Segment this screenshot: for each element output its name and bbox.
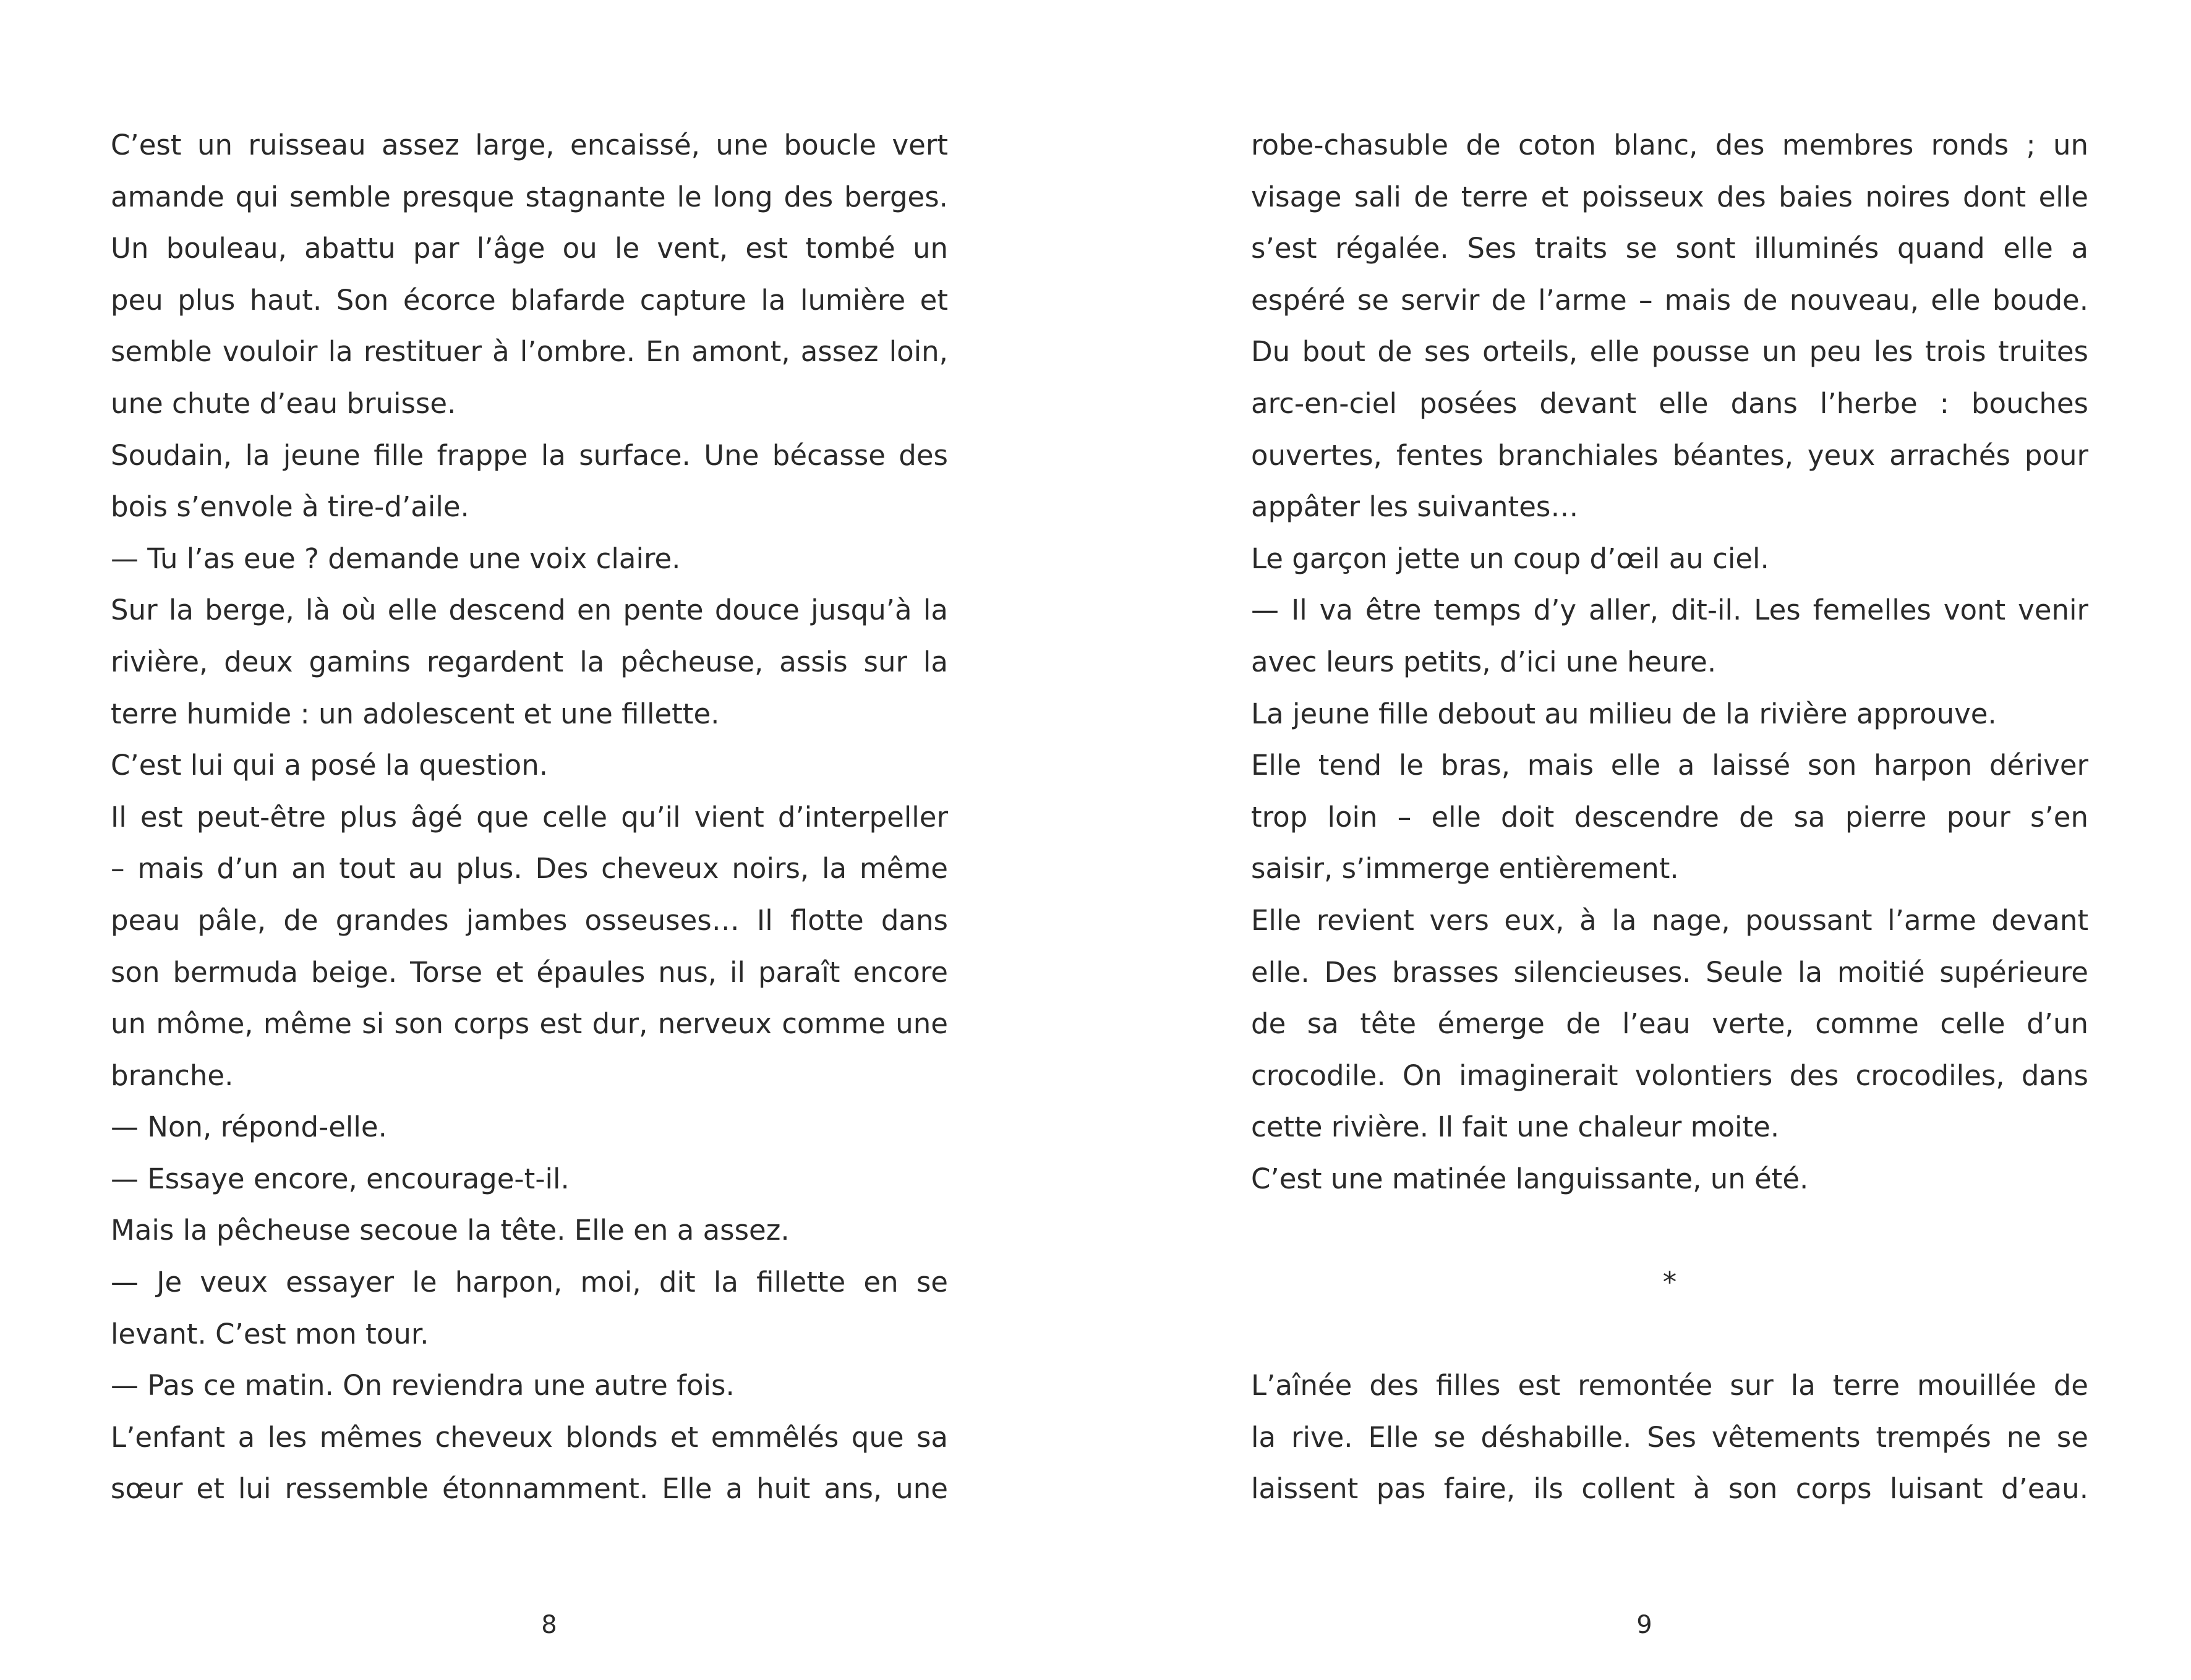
text-line: L’enfant a les mêmes cheveux blonds et emmêlés que sa (111, 1420, 948, 1454)
text-line: branche. (111, 1059, 234, 1092)
text-line: Un bouleau, abattu par l’âge ou le vent, est tombé un (111, 232, 948, 265)
left-page (0, 0, 1095, 1680)
text-line: — Il va être temps d’y aller, dit-il. Les femelles vont venir (1251, 594, 2088, 627)
text-line: Du bout de ses orteils, elle pousse un peu les trois truites (1251, 335, 2088, 369)
text-line: ouvertes, fentes branchiales béantes, yeux arrachés pour (1251, 438, 2088, 472)
text-line: — Je veux essayer le harpon, moi, dit la fillette en se (111, 1266, 948, 1299)
text-line: son bermuda beige. Torse et épaules nus, il paraît encore (111, 955, 948, 989)
text-line: semble vouloir la restituer à l’ombre. En amont, assez loin, (111, 335, 948, 369)
text-line: — Essaye encore, encourage-t-il. (111, 1162, 570, 1195)
text-line: La jeune fille debout au milieu de la rivière approuve. (1251, 697, 1997, 730)
text-line: appâter les suivantes… (1251, 490, 1579, 524)
text-line: avec leurs petits, d’ici une heure. (1251, 645, 1717, 678)
text-line: Mais la pêcheuse secoue la tête. Elle en a assez. (111, 1214, 790, 1247)
text-line: cette rivière. Il fait une chaleur moite. (1251, 1111, 1780, 1144)
text-line: de sa tête émerge de l’eau verte, comme celle d’un (1251, 1007, 2088, 1041)
text-line: peu plus haut. Son écorce blafarde capture la lumière et (111, 283, 948, 317)
text-line: arc-en-ciel posées devant elle dans l’herbe : bouches (1251, 386, 2088, 420)
text-line: laissent pas faire, ils collent à son corps luisant d’eau. (1251, 1472, 2088, 1506)
blank-line (1251, 1205, 2088, 1256)
text-line: elle. Des brasses silencieuses. Seule la moitié supérieure (1251, 955, 2088, 989)
text-line: — Pas ce matin. On reviendra une autre fois. (111, 1369, 735, 1402)
text-line: Il est peut-être plus âgé que celle qu’il vient d’interpeller (111, 800, 948, 834)
section-break: * (1662, 1266, 1677, 1299)
text-line: Sur la berge, là où elle descend en pente douce jusqu’à la (111, 594, 948, 627)
left-page-text (111, 119, 948, 1515)
text-line: – mais d’un an tout au plus. Des cheveux noirs, la même (111, 852, 948, 885)
text-line: — Non, répond-elle. (111, 1111, 387, 1144)
text-line: Elle revient vers eux, à la nage, poussant l’arme devant (1251, 903, 2088, 937)
text-line: peau pâle, de grandes jambes osseuses… Il flotte dans (111, 903, 948, 937)
text-line: terre humide : un adolescent et une fillette. (111, 697, 720, 730)
right-page (1096, 0, 2191, 1680)
text-line: — Tu l’as eue ? demande une voix claire. (111, 542, 681, 575)
text-line: visage sali de terre et poisseux des baies noires dont elle (1251, 180, 2088, 213)
text-line: Le garçon jette un coup d’œil au ciel. (1251, 542, 1769, 575)
text-line: sœur et lui ressemble étonnamment. Elle a huit ans, une (111, 1472, 948, 1506)
text-line: crocodile. On imaginerait volontiers des crocodiles, dans (1251, 1059, 2088, 1092)
text-line: C’est un ruisseau assez large, encaissé, une boucle vert (111, 129, 948, 161)
page-number: 8 (541, 1611, 557, 1639)
text-line: Soudain, la jeune fille frappe la surface. Une bécasse des (111, 438, 948, 472)
text-line: s’est régalée. Ses traits se sont illuminés quand elle a (1251, 232, 2088, 265)
text-line: espéré se servir de l’arme – mais de nouveau, elle boude. (1251, 283, 2088, 317)
text-line: une chute d’eau bruisse. (111, 386, 456, 420)
text-line: robe-chasuble de coton blanc, des membres ronds ; un (1251, 129, 2088, 161)
blank-line (1251, 1308, 2088, 1360)
text-line: bois s’envole à tire-d’aile. (111, 490, 469, 524)
text-line: levant. C’est mon tour. (111, 1317, 429, 1350)
page-number: 9 (1636, 1611, 1652, 1639)
text-line: Elle tend le bras, mais elle a laissé son harpon dériver (1251, 749, 2088, 782)
text-line: la rive. Elle se déshabille. Ses vêtements trempés ne se (1251, 1420, 2088, 1454)
text-line: saisir, s’immerge entièrement. (1251, 852, 1679, 885)
right-page-text (1251, 119, 2088, 1515)
text-line: amande qui semble presque stagnante le long des berges. (111, 180, 948, 213)
text-line: C’est une matinée languissante, un été. (1251, 1162, 1809, 1195)
text-line: un môme, même si son corps est dur, nerveux comme une (111, 1007, 948, 1041)
text-line: C’est lui qui a posé la question. (111, 749, 549, 782)
text-line: rivière, deux gamins regardent la pêcheuse, assis sur la (111, 645, 948, 678)
text-line: L’aînée des filles est remontée sur la terre mouillée de (1251, 1369, 2088, 1402)
text-line: trop loin – elle doit descendre de sa pierre pour s’en (1251, 800, 2088, 834)
